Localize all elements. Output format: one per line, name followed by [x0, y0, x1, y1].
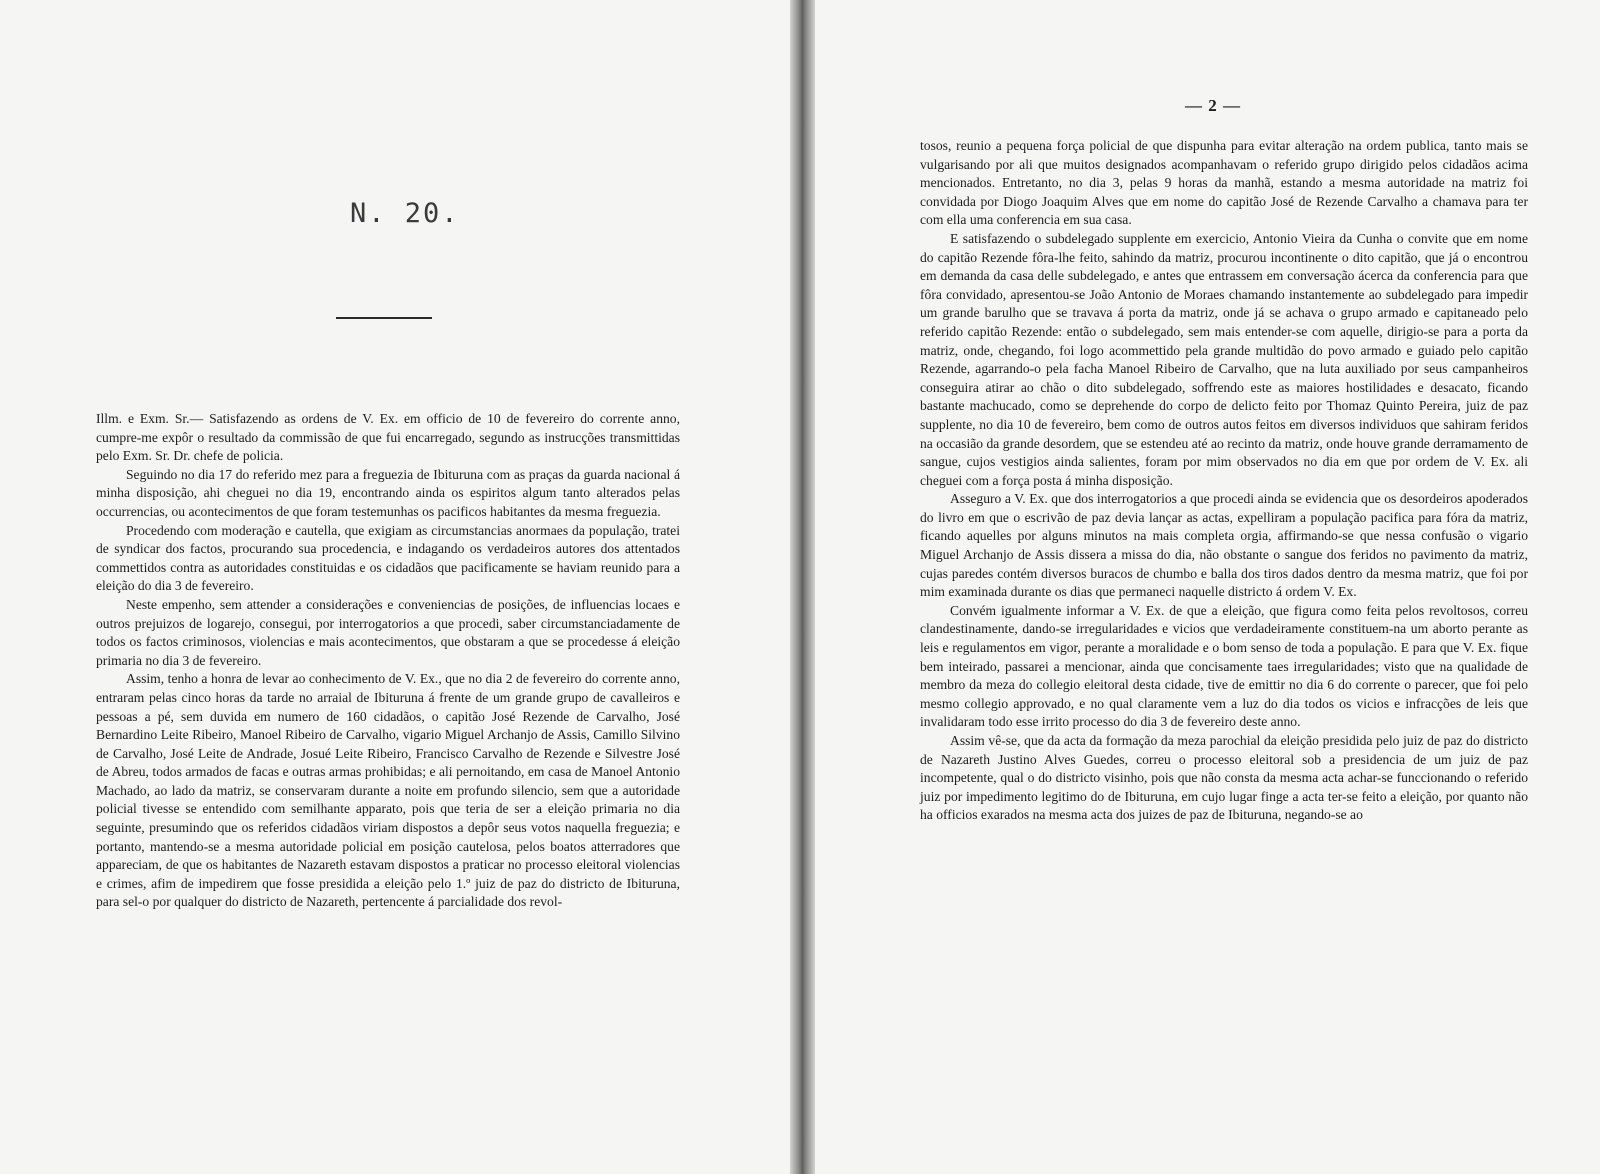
paragraph: Neste empenho, sem attender a considerações e conveniencias de posições, de influencias locaes e outros prejuizos de logarejo, consegui, por interrogatorios a que procedi, saber circumstanciadamente de todos os factos criminosos, violencias e mais acontecimentos, que obstaram a que se procedesse á eleição primaria no dia 3 de fevereiro.: [96, 596, 680, 668]
document-number: N. 20.: [350, 198, 460, 229]
paragraph: tosos, reunio a pequena força policial de que dispunha para evitar alteração na ordem publica, tanto mais se vulgarisando por ali que muitos designados acompanhavam o referido grupo dirigido pelos cidadãos acima mencionados. Entretanto, no dia 3, pelas 9 horas da manhã, estando a mesma autoridade na matriz foi convidada por Diogo Joaquim Alves que em nome do capitão José de Rezende Carvalho a chamava para ter com ella uma conferencia em sua casa.: [920, 138, 1528, 228]
paragraph: Convém igualmente informar a V. Ex. de que a eleição, que figura como feita pelos revoltosos, correu clandestinamente, dando-se irregularidades e vicios que verdadeiramente constituem-na um aborto perante as leis e regulamentos em vigor, perante a moralidade e o bom senso de toda a população. E para que V. Ex. fique bem inteirado, passarei a mencionar, ainda que concisamente taes irregularidades; visto que na qualidade de membro da meza do collegio eleitoral desta cidade, tive de emittir no dia 6 do corrente o parecer, que foi pelo mesmo collegio approvado, e no qual claramente vem a luz do dia todos os vicios e infracções de leis que invalidaram todo esse irrito processo do dia 3 de fevereiro deste anno.: [920, 602, 1528, 730]
title-rule: [336, 317, 432, 319]
page-number-heading: — 2 —: [1185, 96, 1241, 115]
book-gutter: [790, 0, 815, 1174]
left-page-body: [96, 410, 680, 912]
paragraph: Assim, tenho a honra de levar ao conhecimento de V. Ex., que no dia 2 de fevereiro do corrente anno, entraram pelas cinco horas da tarde no arraial de Ibituruna á frente de um grande grupo de cavalleiros e pessoas a pé, sem duvida em numero de 160 cidadãos, o capitão José Rezende de Carvalho, José Bernardino Leite Ribeiro, Manoel Ribeiro de Carvalho, vigario Miguel Archanjo de Assis, Camillo Silvino de Carvalho, José Leite de Andrade, Josué Leite Ribeiro, Francisco Carvalho de Rezende e Silvestre José de Abreu, todos armados de facas e outras armas prohibidas; e ali pernoitando, em casa de Manoel Antonio Machado, ao lado da matriz, se conservaram durante a noite em profundo silencio, sem que a autoridade policial tivesse se entendido com semilhante apparato, pois que teria de ser a eleição primaria no dia seguinte, presumindo que os referidos cidadãos viriam dispostos a depôr seus votos naquella freguezia; e portanto, mantendo-se a mesma autoridade policial em posição cautelosa, pelos boatos atterradores que appareciam, de que os habitantes de Nazareth estavam dispostos a praticar no processo eleitoral violencias e crimes, afim de impedirem que fosse presidida a eleição pelo 1.º juiz de paz do districto de Ibituruna, para sel-o por qualquer do districto de Nazareth, pertencente á parcialidade dos revol-: [96, 671, 680, 910]
right-page: [815, 0, 1600, 1174]
paragraph: Seguindo no dia 17 do referido mez para a freguezia de Ibituruna com as praças da guarda nacional á minha disposição, ahi cheguei no dia 19, encontrando ainda os espiritos algum tanto alterados pelas occurrencias, ou acontecimentos de que foram testemunhas os pacificos habitantes da mesma freguezia.: [96, 466, 680, 519]
left-page: [0, 0, 790, 1174]
paragraph: Procedendo com moderação e cautella, que exigiam as circumstancias anormaes da população, tratei de syndicar dos factos, procurando sua procedencia, e indagando os verdadeiros autores dos attentados commettidos contra as autoridades constituidas e os cidadãos que pacificamente se haviam reunido para a eleição do dia 3 de fevereiro.: [96, 522, 680, 594]
paragraph: Illm. e Exm. Sr.— Satisfazendo as ordens de V. Ex. em officio de 10 de fevereiro do corrente anno, cumpre-me expôr o resultado da commissão de que fui encarregado, segundo as instrucções transmittidas pelo Exm. Sr. Dr. chefe de policia.: [96, 411, 680, 464]
right-page-body: [920, 137, 1528, 825]
paragraph: E satisfazendo o subdelegado supplente em exercicio, Antonio Vieira da Cunha o convite que em nome do capitão Rezende fôra-lhe feito, sahindo da matriz, procurou incontinente o dito capitão, que já o encontrou em demanda da casa delle subdelegado, e antes que entrassem em conversação ácerca da conferencia para que fôra convidado, apresentou-se João Antonio de Moraes chamando instantemente ao subdelegado para impedir um grande barulho que se travava á porta da matriz, onde já se achava o grupo armado e capitaneado pelo referido capitão Rezende: então o subdelegado, sem mais entender-se com aquelle, dirigio-se para a porta da matriz, onde, chegando, foi logo acommettido pela grande multidão do povo armado e guiado pelo capitão Rezende, agarrando-o pela facha Manoel Ribeiro de Carvalho, que na luta auxiliado por seus campanheiros conseguira atirar ao chão o dito subdelegado, soffrendo este as maiores hostilidades e desacato, ficando bastante machucado, como se deprehende do corpo de delicto feito por Thomaz Quinto Pereira, juiz de paz supplente, no dia 10 de fevereiro, bem como de outros autos feitos em diversos individuos que sahiram feridos na occasião da grande desordem, que se estendeu até ao recinto da matriz, onde houve grande derramamento de sangue, cujos vestigios ainda salientes, foram por mim observados no dia em que por ordem de V. Ex. ali cheguei com a força posta á minha disposição.: [920, 230, 1528, 488]
paragraph: Asseguro a V. Ex. que dos interrogatorios a que procedi ainda se evidencia que os desordeiros apoderados do livro em que o escrivão de paz devia lançar as actas, expelliram a população pacifica para fóra da matriz, ficando aquelles por alguns minutos na mais completa orgia, affirmando-se que nessa confusão o vigario Miguel Archanjo de Assis dissera a missa do dia, não obstante o sangue dos feridos no pavimento da matriz, cujas paredes contém diversos buracos de chumbo e balla dos tiros dados dentro da mesma matriz, que foi por mim examinada durante os dias que permaneci naquelle districto á ordem V. Ex.: [920, 491, 1528, 600]
paragraph: Assim vê-se, que da acta da formação da meza parochial da eleição presidida pelo juiz de paz do districto de Nazareth Justino Alves Guedes, correu o processo eleitoral sob a presidencia de um juiz de paz incompetente, qual o do districto visinho, pois que não consta da mesma acta achar-se funccionando o referido juiz por impedimento legitimo do de Ibituruna, em cujo lugar finge a acta ter-se feito a eleição, por quanto não ha officios exarados na mesma acta dos juizes de paz de Ibituruna, negando-se ao: [920, 733, 1528, 823]
